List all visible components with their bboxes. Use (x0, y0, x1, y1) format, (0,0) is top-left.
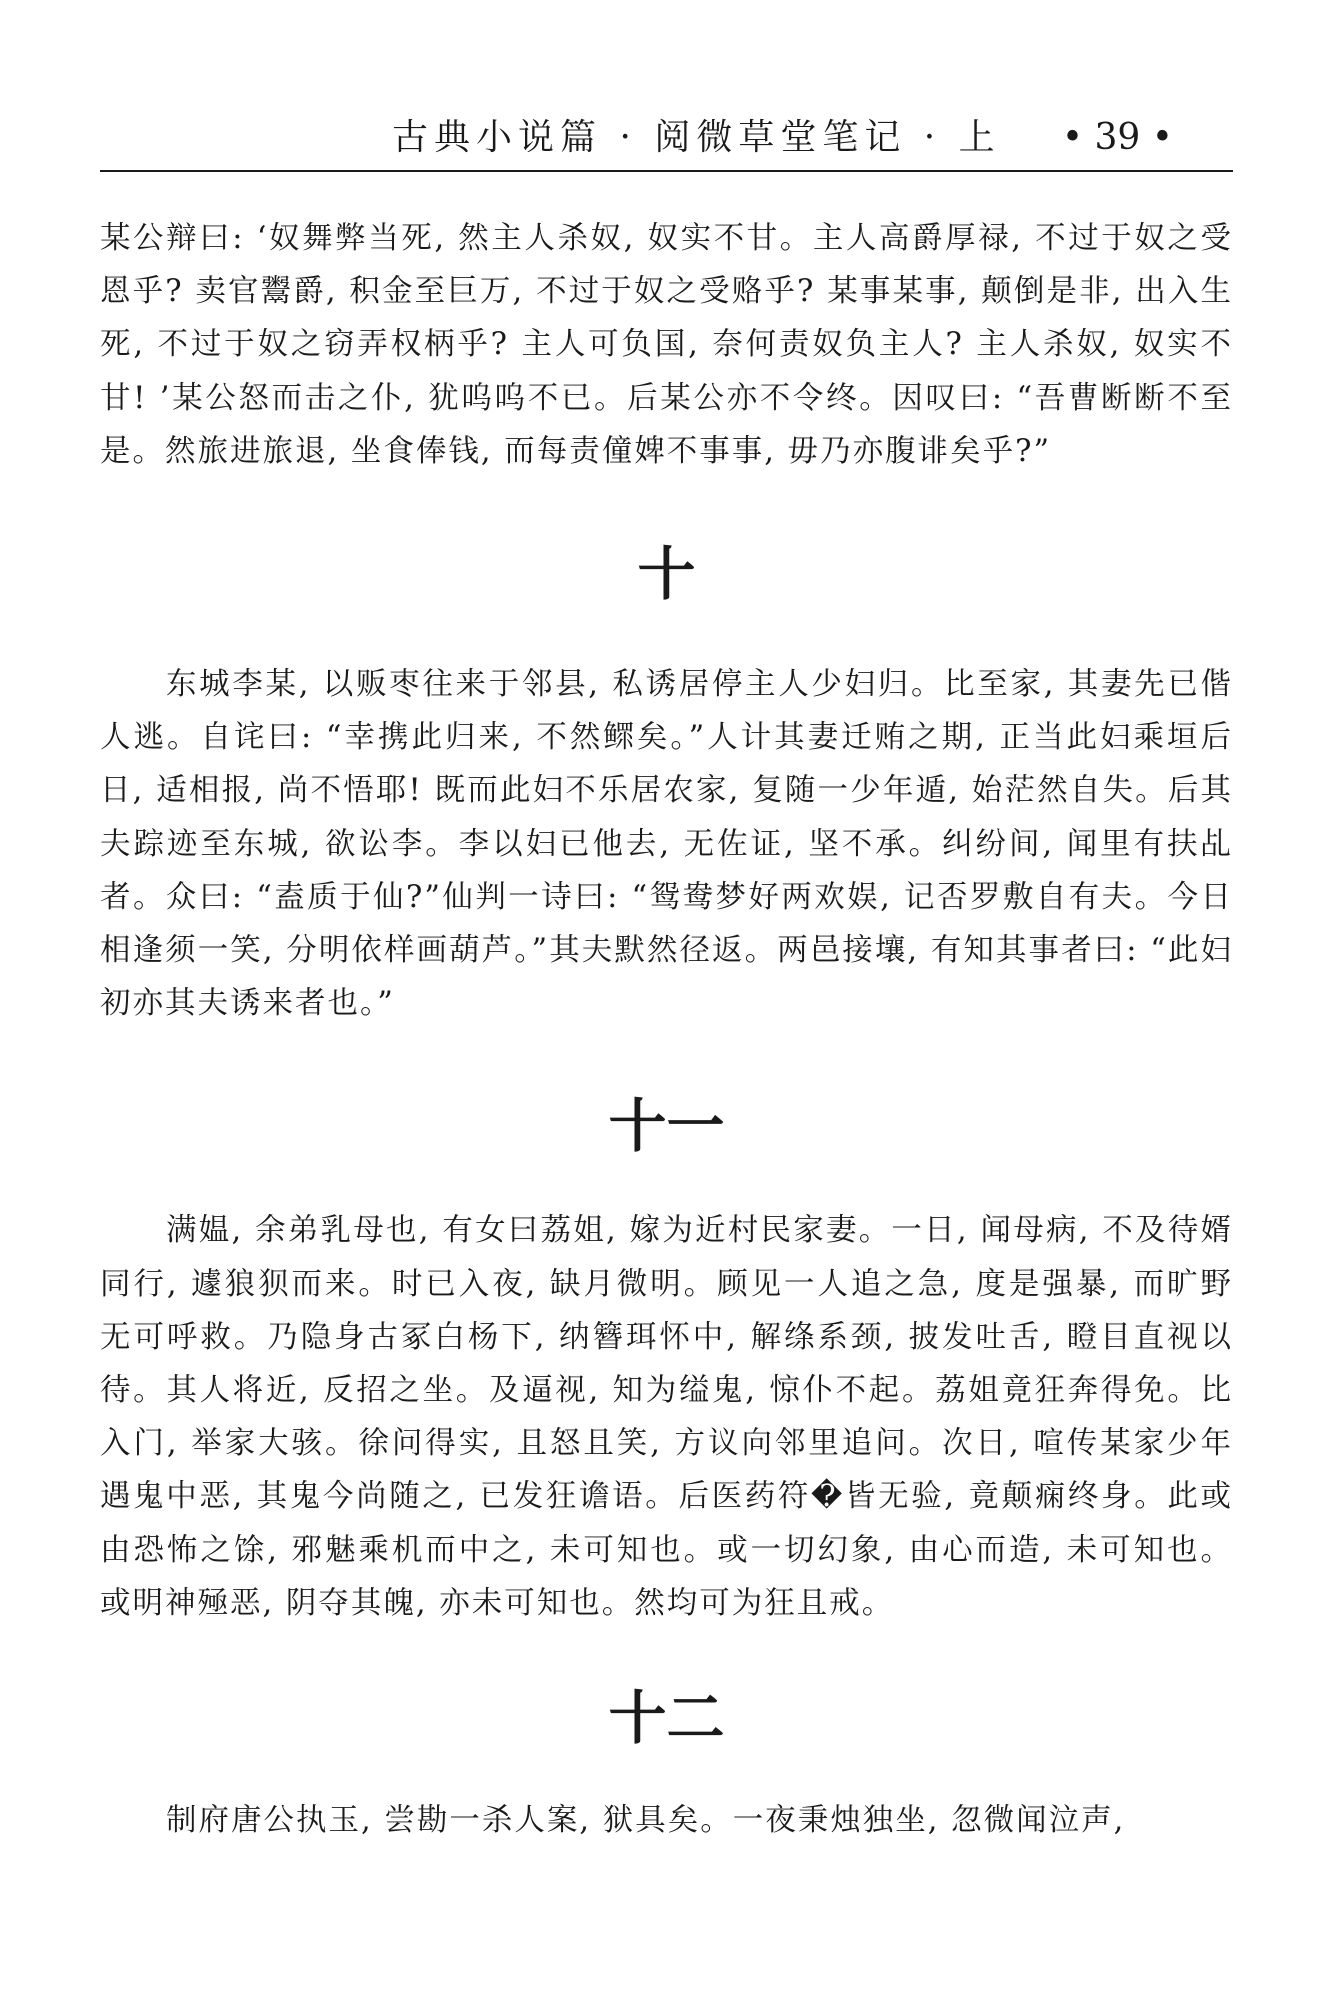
paragraph-section-12: 制府唐公执玉, 尝勘一杀人案, 狱具矣。一夜秉烛独坐, 忽微闻泣声, (166, 1803, 1126, 1839)
paragraph-continued: 某公辩曰: ‘奴舞弊当死, 然主人杀奴, 奴实不甘。主人高爵厚禄, 不过于奴之受恩乎? 卖官鬻爵, 积金至巨万, 不过于奴之受赂乎? 某事某事, 颠倒是非, 出入生死, 不过于奴之窃弄权柄乎? 主人可负国, 奈何责奴负主人? 主人杀奴, 奴实不甘! ’某公怒而击之仆, 犹呜呜不已。后某公亦不令终。因叹曰: “吾曹断断不至是。然旅进旅退, 坐食俸钱, 而每责僮婢不事事, 毋乃亦腹诽矣乎?” (100, 221, 1233, 469)
page-number: • 39 • (1061, 117, 1173, 158)
paragraph-section-11: 满媪, 余弟乳母也, 有女曰荔姐, 嫁为近村民家妻。一日, 闻母病, 不及待婿同行, 遽狼狈而来。时已入夜, 缺月微明。顾见一人追之急, 度是强暴, 而旷野无可呼救。乃隐身古冢白杨下, 纳簪珥怀中, 解绦系颈, 披发吐舌, 瞪目直视以待。其人将近, 反招之坐。及逼视, 知为缢鬼, 惊仆不起。荔姐竟狂奔得免。比入门, 举家大骇。徐问得实, 且怒且笑, 方议向邻里追问。次日, 喧传某家少年遇鬼中恶, 其鬼今尚随之, 已发狂谵语。后医药符�皆无验, 竟颠痫终身。此或由恐怖之馀, 邪魅乘机而中之, 未可知也。或一切幻象, 由心而造, 未可知也。或明神殛恶, 阴夺其魄, 亦未可知也。然均可为狂且戒。 (100, 1213, 1233, 1621)
section-heading-10: 十 (637, 540, 696, 609)
running-title: 古典小说篇 · 阅微草堂笔记 · 上 (392, 117, 1001, 158)
paragraph-section-10: 东城李某, 以贩枣往来于邻县, 私诱居停主人少妇归。比至家, 其妻先已偕人逃。自诧曰: “幸携此归来, 不然鳏矣。”人计其妻迁贿之期, 正当此妇乘垣后日, 适相报, 尚不悟耶! 既而此妇不乐居农家, 复随一少年遁, 始茫然自失。后其夫踪迹至东城, 欲讼李。李以妇已他去, 无佐证, 坚不承。纠纷间, 闻里有扶乩者。众曰: “盍质于仙?”仙判一诗曰: “鸳鸯梦好两欢娱, 记否罗敷自有夫。今日相逢须一笑, 分明依样画葫芦。”其夫默然径返。两邑接壤, 有知其事者曰: “此妇初亦其夫诱来者也。” (100, 667, 1233, 1022)
page-header (100, 108, 1233, 168)
section-heading-11: 十一 (608, 1092, 725, 1161)
header-rule (100, 170, 1233, 172)
page-body (100, 212, 1233, 1847)
section-heading-12: 十二 (608, 1684, 725, 1753)
